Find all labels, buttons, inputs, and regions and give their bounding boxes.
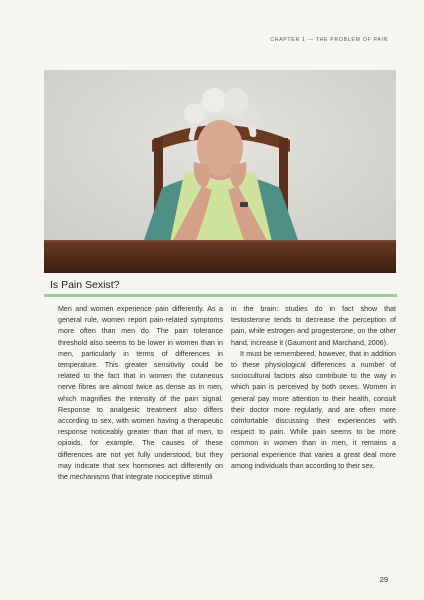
hair-curl-1 — [184, 104, 204, 124]
paragraph: in the brain: studies do in fact show that testosterone tends to decrease the perception of pain, while estrogen and progesterone, on the other hand, increase it (Gaumont and Marchand, 2006). — [231, 305, 396, 347]
text-column-right — [231, 304, 396, 472]
section-title-rule — [44, 294, 397, 297]
paragraph: It must be remembered, however, that in addition to these physiological differences a number of sociocultural factors also contribute to the way in which pain is perceived by both sexes. Women in general pay more attention to their health, consult their doctor more regularly, and are often more comfortable discussing their experiences with respect to pain. While pain seems to be more common in women than in men, it remains a personal experience that varies a great deal more among individuals than according to their sex. — [231, 349, 396, 470]
text-column-left — [58, 304, 223, 483]
hair-curl-3 — [224, 88, 248, 112]
photo-illustration — [44, 70, 396, 273]
hair-curl-4 — [241, 106, 261, 126]
section-title: Is Pain Sexist? — [50, 279, 120, 291]
paragraph: Men and women experience pain differently. As a general rule, women report pain-related symptoms more often than men do. The pain tolerance threshold also seems to be lower in women than in men, particularly in terms of differences in temperature. This greater sensitivity could be related to the fact that in women the cutaneous nerve fibres are almost twice as dense as in men, which magnifies the intensity of the pain signal. Response to analgesic treatment also differs according to sex, with women having a therapeutic response noticeably greater than that of men, to opioids, for example. The causes of these differences are not yet fully understood, but they may indicate that sex hormones act differently on the mechanisms that integrate nociceptive stimuli — [58, 305, 223, 482]
table-edge-highlight — [44, 240, 396, 242]
hair-curl-2 — [202, 88, 226, 112]
wristwatch — [240, 202, 248, 207]
running-header: CHAPTER 1 — THE PROBLEM OF PAIN — [270, 37, 388, 43]
table — [44, 240, 396, 273]
photo-elderly-woman — [44, 70, 396, 273]
page-number: 29 — [379, 575, 388, 584]
